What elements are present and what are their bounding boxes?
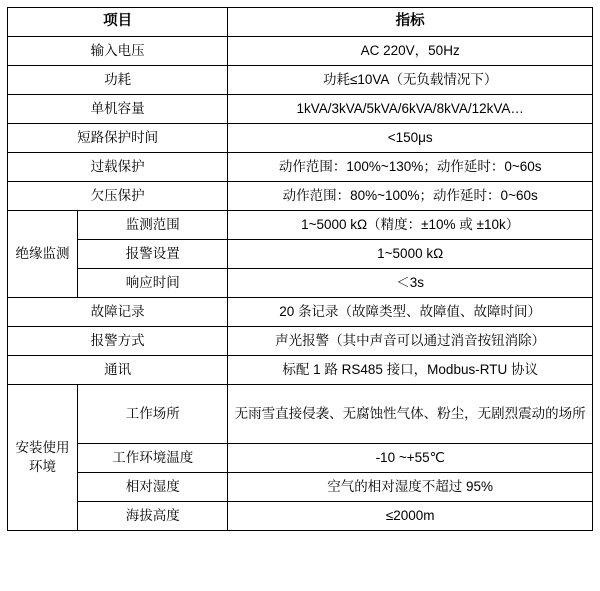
row-label: 过载保护 bbox=[8, 153, 228, 182]
row-label: 输入电压 bbox=[8, 37, 228, 66]
table-row bbox=[8, 502, 593, 531]
specification-table bbox=[7, 7, 593, 531]
table-row bbox=[8, 298, 593, 327]
table-row bbox=[8, 182, 593, 211]
header-item: 项目 bbox=[8, 8, 228, 37]
row-label: 监测范围 bbox=[78, 211, 228, 240]
table-row bbox=[8, 473, 593, 502]
row-value: 声光报警（其中声音可以通过消音按钮消除） bbox=[228, 327, 593, 356]
row-value: 动作范围：80%~100%；动作延时：0~60s bbox=[228, 182, 593, 211]
row-label: 报警方式 bbox=[8, 327, 228, 356]
table-row bbox=[8, 211, 593, 240]
row-value: 标配 1 路 RS485 接口，Modbus-RTU 协议 bbox=[228, 356, 593, 385]
row-value: AC 220V，50Hz bbox=[228, 37, 593, 66]
row-label: 报警设置 bbox=[78, 240, 228, 269]
row-label: 响应时间 bbox=[78, 269, 228, 298]
table-row bbox=[8, 240, 593, 269]
row-value: <150μs bbox=[228, 124, 593, 153]
row-label: 欠压保护 bbox=[8, 182, 228, 211]
row-label: 工作环境温度 bbox=[78, 444, 228, 473]
table-row bbox=[8, 444, 593, 473]
row-label: 短路保护时间 bbox=[8, 124, 228, 153]
row-label: 工作场所 bbox=[78, 385, 228, 444]
table-header-row bbox=[8, 8, 593, 37]
row-label: 单机容量 bbox=[8, 95, 228, 124]
row-label: 通讯 bbox=[8, 356, 228, 385]
table-row bbox=[8, 269, 593, 298]
row-value: 动作范围：100%~130%；动作延时：0~60s bbox=[228, 153, 593, 182]
row-value: 空气的相对湿度不超过 95% bbox=[228, 473, 593, 502]
category-label-environment: 安装使用环境 bbox=[8, 385, 78, 531]
row-value: 1~5000 kΩ（精度：±10% 或 ±10k） bbox=[228, 211, 593, 240]
table-row bbox=[8, 66, 593, 95]
table-row bbox=[8, 153, 593, 182]
table-row bbox=[8, 385, 593, 444]
row-value: 20 条记录（故障类型、故障值、故障时间） bbox=[228, 298, 593, 327]
header-spec: 指标 bbox=[228, 8, 593, 37]
row-label: 海拔高度 bbox=[78, 502, 228, 531]
row-label: 功耗 bbox=[8, 66, 228, 95]
row-value: 功耗≤10VA（无负载情况下） bbox=[228, 66, 593, 95]
row-value: -10 ~+55℃ bbox=[228, 444, 593, 473]
table-row bbox=[8, 124, 593, 153]
row-value: 1~5000 kΩ bbox=[228, 240, 593, 269]
row-value: ≤2000m bbox=[228, 502, 593, 531]
row-label: 故障记录 bbox=[8, 298, 228, 327]
row-label: 相对湿度 bbox=[78, 473, 228, 502]
row-value: 1kVA/3kVA/5kVA/6kVA/8kVA/12kVA… bbox=[228, 95, 593, 124]
category-label-insulation: 绝缘监测 bbox=[8, 211, 78, 298]
table-row bbox=[8, 356, 593, 385]
table-row bbox=[8, 95, 593, 124]
row-value: 无雨雪直接侵袭、无腐蚀性气体、粉尘，无剧烈震动的场所 bbox=[228, 385, 593, 444]
table-row bbox=[8, 327, 593, 356]
table-row bbox=[8, 37, 593, 66]
row-value: ＜3s bbox=[228, 269, 593, 298]
